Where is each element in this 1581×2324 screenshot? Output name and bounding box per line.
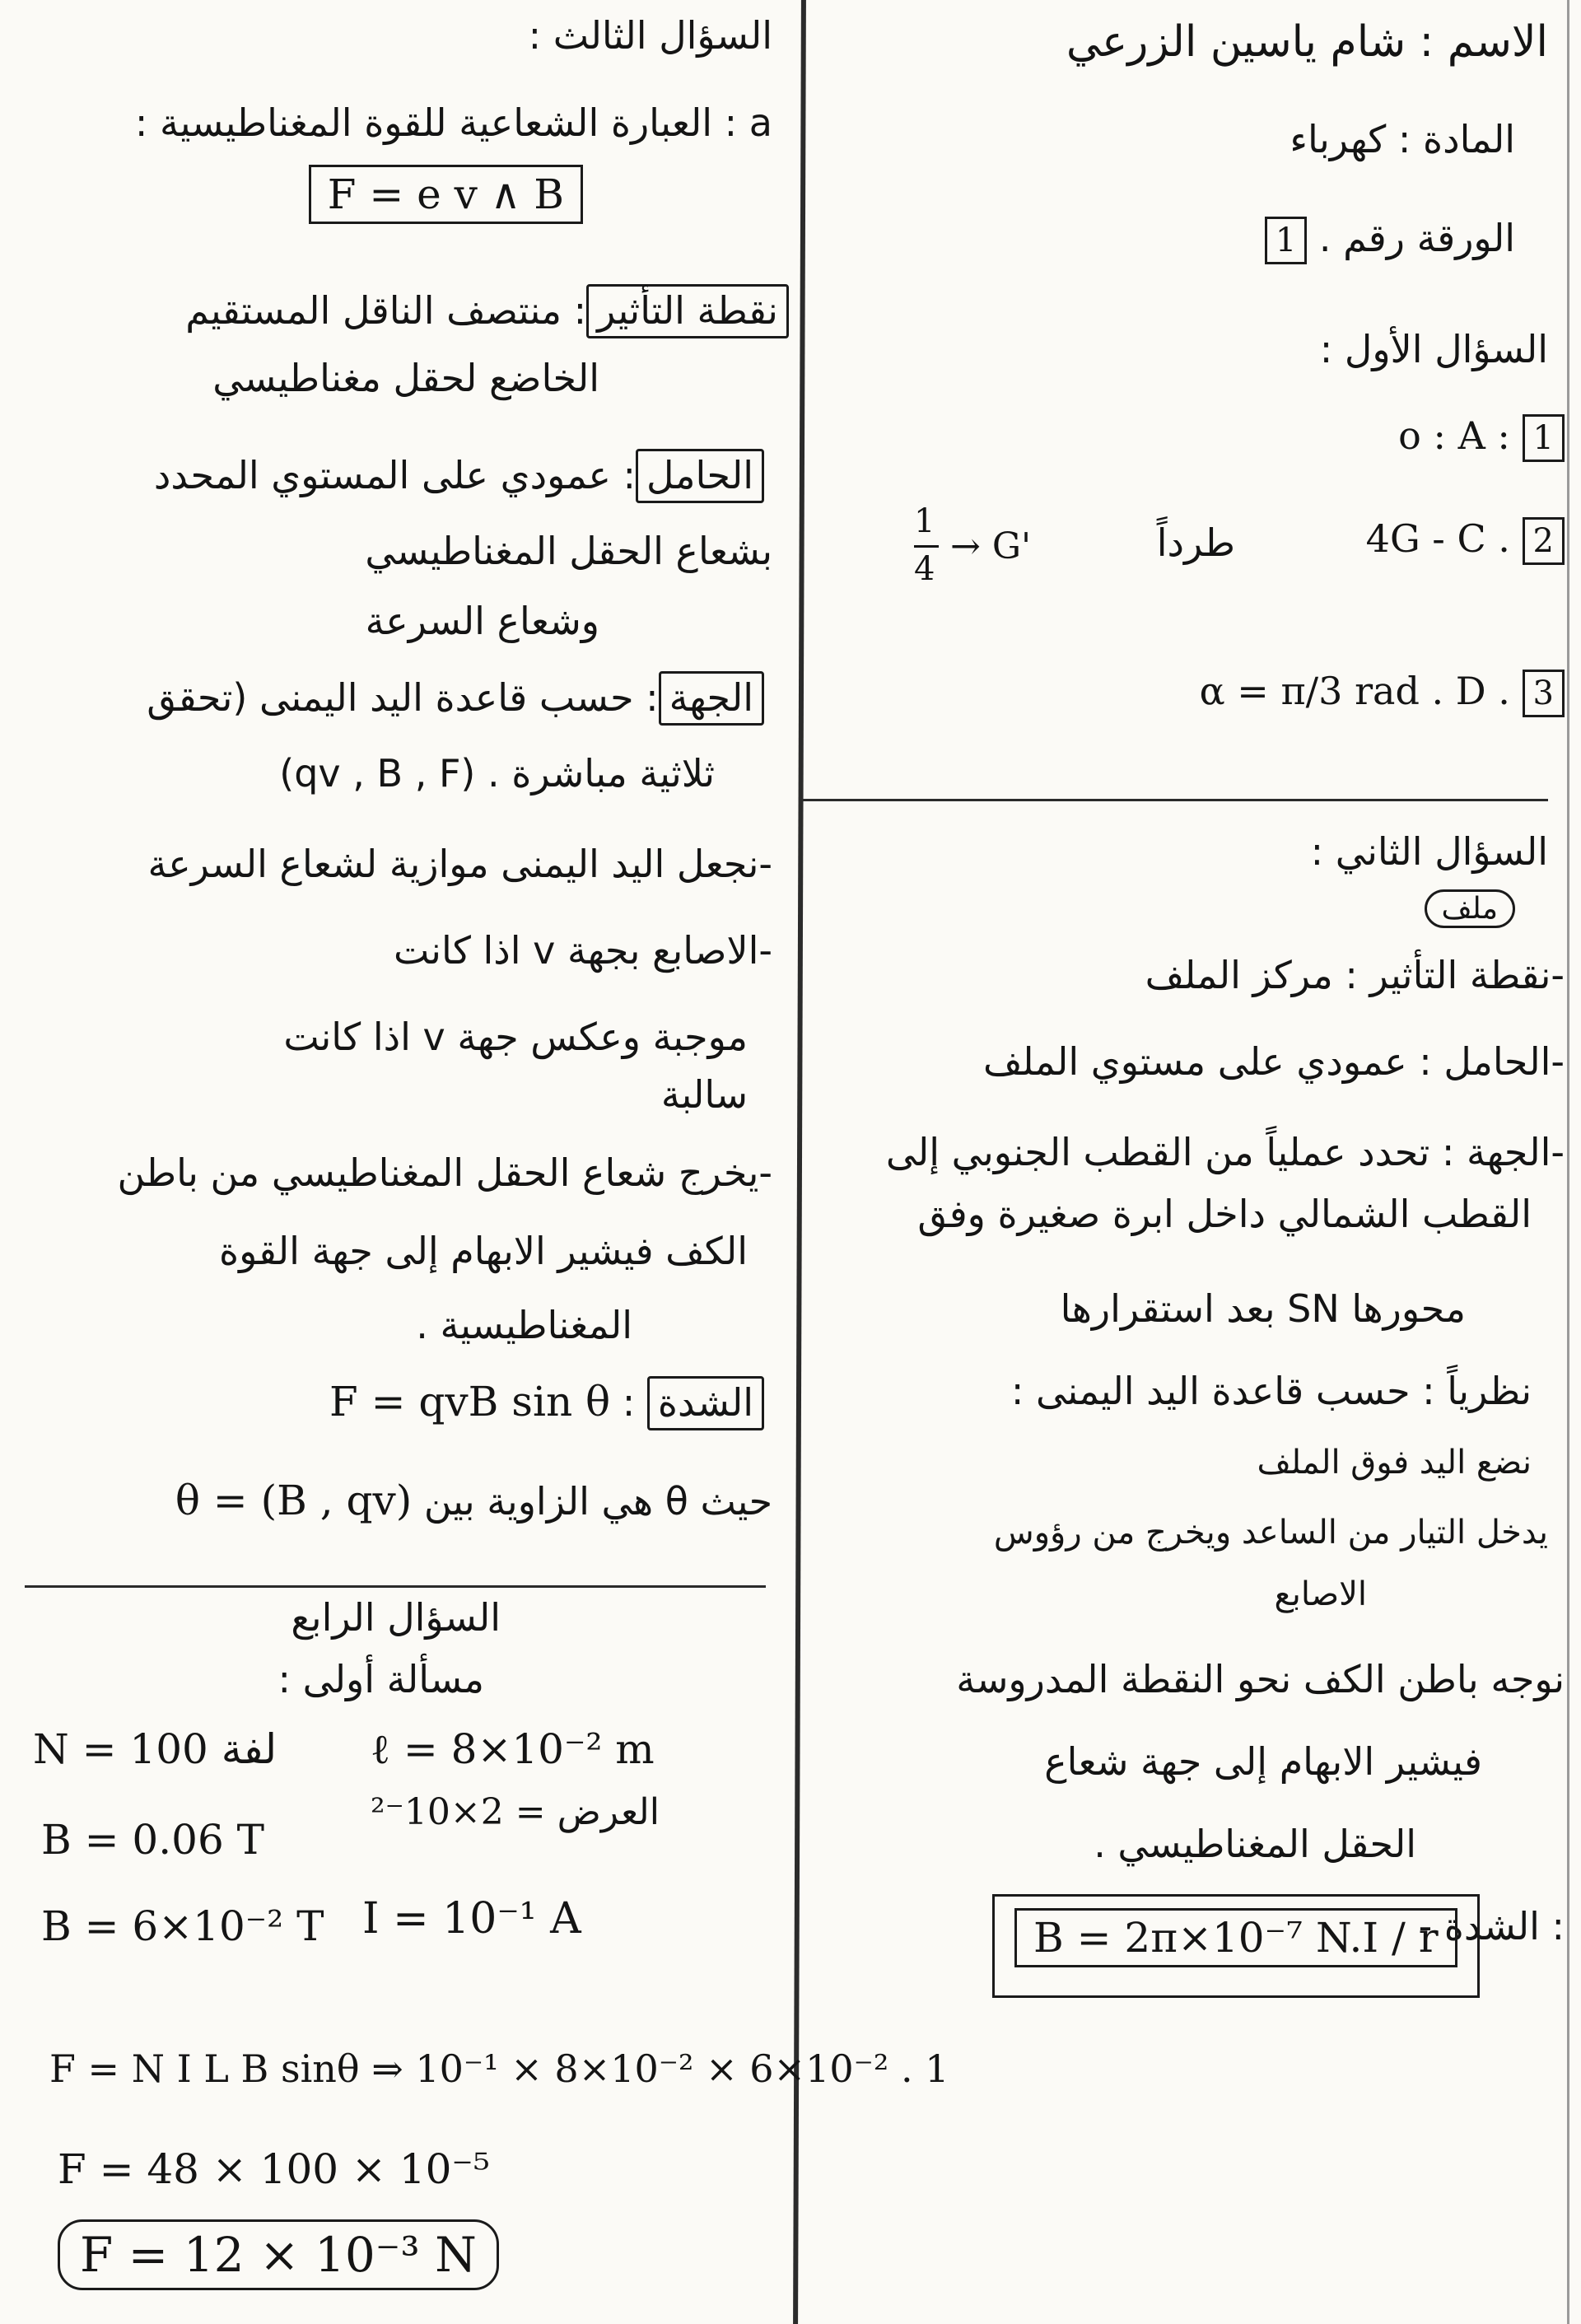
q3-rule-7: المغناطيسية . — [416, 1303, 632, 1347]
q2-rule-3: الاصابع — [1274, 1575, 1367, 1613]
q3-a-label: a : العبارة الشعاعية للقوة المغناطيسية : — [134, 100, 772, 145]
q3-mag-formula: F = qvB sin θ — [329, 1378, 611, 1426]
q4-title: السؤال الرابع — [291, 1595, 501, 1640]
q2-cloud — [1425, 889, 1515, 928]
q2-point: -نقطة التأثير : مركز الملف — [1145, 953, 1565, 997]
q3-theta-text: حيث θ هي الزاوية بين — [423, 1479, 772, 1524]
q3-mag-label: الشدة — [647, 1376, 764, 1430]
q3-point-line — [185, 284, 789, 338]
subject-line: المادة : كهرباء — [1290, 117, 1515, 161]
q3-point-text: : منتصف الناقل المستقيم — [185, 288, 587, 333]
student-name: الاسم : شام ياسين الزرعي — [1066, 17, 1548, 67]
q3-rule-1: -نجعل اليد اليمنى موازية لشعاع السرعة — [147, 842, 772, 886]
q4-work — [33, 1717, 949, 2310]
q3-rule-3: موجبة وعكس جهة v اذا كانت — [283, 1015, 748, 1059]
q3-title: السؤال الثالث : — [528, 13, 772, 58]
q3-rule-5: -يخرج شعاع الحقل المغناطيسي من باطن — [117, 1150, 772, 1195]
q3-rule-4: سالبة — [660, 1072, 748, 1117]
q3-theta-line — [175, 1474, 772, 1528]
q4-equation-1: F = N I L B sinθ ⇒ 10⁻¹ × 8×10⁻² × 6×10⁻² . 1 — [49, 2046, 949, 2091]
q4-l-value: ℓ = 8×10⁻² m — [371, 1725, 655, 1773]
q2-rule-1: نضع اليد فوق الملف — [1257, 1444, 1532, 1482]
q2-formula-box — [992, 1894, 1480, 1998]
q1-title: السؤال الأول : — [1319, 327, 1548, 371]
q3-carrier-text: : عمودي على المستوي المحدد — [153, 453, 637, 497]
q2-rule-6: الحقل المغناطيسي . — [1094, 1822, 1416, 1866]
q4-result: F = 12 × 10⁻³ N — [58, 2219, 499, 2290]
coil-field-formula: B = 2π×10⁻⁷ N.I / r — [1014, 1908, 1457, 1967]
sheet-number-line — [1265, 214, 1515, 264]
q3-carrier-label: الحامل — [636, 449, 764, 503]
q2-rule-5: فيشير الابهام إلى جهة شعاع — [1044, 1739, 1482, 1784]
q2-title: السؤال الثاني : — [1310, 829, 1548, 874]
q3-carrier-text-3: وشعاع السرعة — [365, 599, 599, 643]
q4-b-value-2: B = 6×10⁻² T — [41, 1902, 324, 1950]
q1-item-2-box: 2 — [1523, 517, 1565, 565]
q1-item-3-box: 3 — [1523, 670, 1565, 717]
q3-dir-text-2: ثلاثية مباشرة . (qv , B , F) — [279, 751, 715, 796]
fraction-arrow: → G' — [950, 525, 1032, 567]
q4-width-value: العرض = 2×10⁻² — [371, 1791, 660, 1833]
q1-answer-3-text: α = π/3 rad . D . — [1199, 669, 1510, 713]
q4-result-wrap — [58, 2219, 499, 2290]
q1-answer-2-note: طرداً — [1156, 520, 1235, 565]
q2-magnitude-label: : الشدة - — [1418, 1904, 1565, 1948]
q2-theory: نظرياً : حسب قاعدة اليد اليمنى : — [1010, 1369, 1532, 1413]
q3-theta-formula: θ = (B , qv) — [175, 1477, 413, 1524]
q1-item-1-box: 1 — [1523, 414, 1565, 462]
q4-n-value: N = 100 لفة — [33, 1725, 277, 1773]
q3-rule-2: -الاصابع بجهة v اذا كانت — [393, 928, 772, 973]
q4-b-value-1: B = 0.06 T — [41, 1816, 264, 1864]
lorentz-vector-formula: F = e v ∧ B — [309, 165, 583, 224]
q2-rule-4: نوجه باطن الكف نحو النقطة المدروسة — [956, 1657, 1565, 1701]
q3-carrier-text-2: بشعاع الحقل المغناطيسي — [365, 529, 772, 573]
q3-magnitude-line: الشدة : F = qvB sin θ — [329, 1375, 764, 1430]
q3-dir-text: : حسب قاعدة اليد اليمنى (تحقق — [147, 675, 659, 720]
sheet-number-box: 1 — [1265, 217, 1307, 264]
q2-rule-2: يدخل التيار من الساعد ويخرج من رؤوس — [993, 1514, 1548, 1552]
q1-answer-2 — [1366, 515, 1565, 565]
q3-dir-label: الجهة — [659, 671, 764, 726]
q1-answer-2-text: 4G - C . — [1365, 516, 1510, 561]
q3-carrier-line — [154, 449, 764, 503]
fraction-bar — [914, 545, 939, 548]
q1-answer-1 — [1398, 412, 1565, 462]
q3-point-text-2: الخاضع لحقل مغناطيسي — [212, 356, 599, 400]
q4-i-value: I = 10⁻¹ A — [362, 1894, 581, 1944]
coil-cloud-label: ملف — [1425, 889, 1515, 928]
sheet-number-label: الورقة رقم . — [1307, 216, 1515, 260]
q1-answer-3 — [1200, 667, 1565, 717]
q3-point-label: نقطة التأثير — [586, 284, 789, 338]
q3-vector-formula-wrap — [309, 165, 583, 224]
q2-dir-2: القطب الشمالي داخل ابرة صغيرة وفق — [917, 1192, 1532, 1236]
q4-sub: مسألة أولى : — [277, 1657, 484, 1701]
q1-answer-1-text: o : A : — [1398, 413, 1510, 458]
q2-dir-3: محورها SN بعد استقرارها — [1060, 1286, 1466, 1331]
q4-equation-2: F = 48 × 100 × 10⁻⁵ — [58, 2145, 490, 2193]
fraction-numerator: 1 — [914, 502, 935, 540]
q3-dir-line — [147, 671, 764, 726]
fraction-denominator: 4 — [914, 550, 935, 588]
right-column — [807, 0, 1581, 2324]
q3-rule-6: الكف فيشير الابهام إلى جهة القوة — [219, 1229, 748, 1273]
q2-carrier: -الحامل : عمودي على مستوي الملف — [982, 1039, 1565, 1084]
q2-dir-1: -الجهة : تحدد عملياً من القطب الجنوبي إلى — [885, 1130, 1565, 1174]
